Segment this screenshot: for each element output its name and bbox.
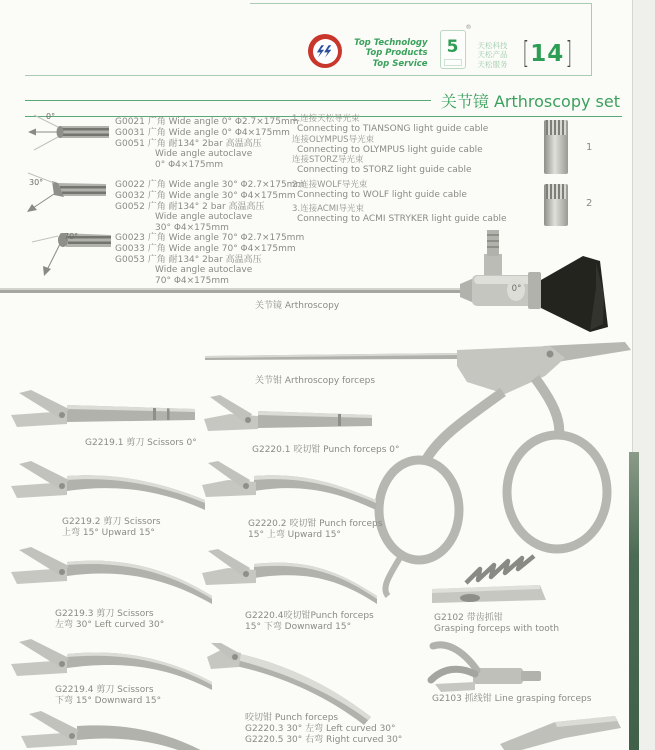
caption-line: 左弯 30° Left curved 30° — [55, 620, 165, 630]
light-guide-cn: 3.连接ACMI导光束 — [292, 204, 365, 214]
spec-line: G0051 广角 耐134° 2bar 高温高压 — [115, 138, 262, 149]
caption-line: G2220.3 30° 左弯 Left curved 30° — [245, 724, 396, 734]
light-guide-cn: 2.连接WOLF导光束 — [292, 179, 368, 190]
slogan-line: Top Products — [365, 48, 428, 58]
caption-line: G2102 带齿抓钳 — [434, 613, 503, 623]
light-guide-adapter-2 — [544, 184, 568, 226]
adapter-number-1: 1 — [586, 142, 593, 153]
badge-number: 5 — [446, 36, 459, 57]
caption-line: 下弯 15° Downward 15° — [55, 696, 162, 706]
spec-line: Wide angle autoclave — [155, 212, 253, 223]
registered-mark: ® — [465, 24, 472, 31]
grasper-partial-figure — [495, 714, 630, 750]
caption-line: G2219.3 剪刀 Scissors — [55, 609, 154, 619]
caption-line: Grasping forceps with tooth — [434, 624, 560, 634]
page-title: 关节镜 Arthroscopy set — [440, 91, 620, 111]
caption-line: 上弯 15° Upward 15° — [62, 528, 155, 538]
spec-line: 0° Φ4×175mm — [155, 160, 224, 171]
spec-line: 70° Φ4×175mm — [155, 276, 229, 287]
spec-line: G0052 广角 耐134° 2 bar 高温高压 — [115, 201, 265, 212]
spec-line: G0053 广角 耐134° 2bar 高温高压 — [115, 254, 262, 265]
header-box — [250, 3, 592, 76]
caption-line: G2219.4 剪刀 Scissors — [55, 685, 154, 695]
scope-spec-block-1 — [115, 180, 304, 234]
scissors-0deg-figure — [5, 388, 200, 438]
slogan — [354, 38, 427, 70]
spec-line: G0022 广角 Wide angle 30° Φ2.7×175mm — [115, 180, 305, 190]
spec-line: G0021 广角 Wide angle 0° Φ2.7×175mm — [115, 117, 299, 127]
double-lightning-icon — [316, 44, 334, 59]
arthroscope-figure — [0, 228, 620, 338]
caption-line: 15° 上弯 Upward 15° — [248, 530, 341, 540]
badge-cn-line: 天松服务 — [477, 59, 508, 69]
badge-cn-line: 天松产品 — [477, 50, 508, 59]
punch-down15-figure — [198, 548, 380, 610]
page-number-value: 14 — [530, 41, 565, 67]
caption-line-grasper — [432, 694, 591, 705]
caption-scissors-3 — [55, 609, 164, 631]
light-guide-list — [292, 114, 532, 225]
spec-line: Wide angle autoclave — [155, 149, 253, 160]
company-logo — [308, 34, 342, 68]
light-guide-en: Connecting to STORZ light guide cable — [297, 165, 472, 175]
line-grasper-figure — [425, 638, 555, 698]
scissors-partial-figure — [15, 710, 225, 750]
light-guide-en: Connecting to ACMI STRYKER light guide cable — [297, 214, 507, 224]
light-guide-adapter-1 — [544, 120, 568, 174]
header-rule — [25, 75, 251, 76]
caption-line: G2220.5 30° 右弯 Right curved 30° — [245, 735, 403, 745]
spec-line: G0023 广角 Wide angle 70° Φ2.7×175mm — [115, 233, 305, 243]
scope-angle-mark: 0° — [511, 284, 522, 294]
spec-line: G0031 广角 Wide angle 0° Φ4×175mm — [115, 127, 290, 138]
spec-line: G0032 广角 Wide angle 30° Φ4×175mm — [115, 190, 296, 201]
caption-scissors-1 — [85, 438, 197, 449]
spec-line: G0033 广角 Wide angle 70° Φ4×175mm — [115, 243, 296, 254]
caption-grasper-tooth — [434, 613, 559, 635]
scissors-left30-figure — [5, 546, 215, 608]
caption-line: 咬切钳 Punch forceps — [245, 713, 339, 723]
page-number — [520, 36, 575, 71]
caption-punch-2 — [248, 519, 382, 541]
scope-0deg-diagram — [24, 110, 110, 156]
light-guide-en: Connecting to WOLF light guide cable — [297, 189, 467, 200]
angle-label-30: 30° — [29, 178, 44, 187]
caption-line: G2103 抓线钳 Line grasping forceps — [432, 694, 592, 704]
light-guide-en: Connecting to OLYMPUS light guide cable — [297, 144, 483, 155]
caption-line: 15° 下弯 Downward 15° — [245, 622, 352, 632]
caption-line: G2220.1 咬切钳 Punch forceps 0° — [252, 445, 400, 455]
caption-punch-1 — [252, 445, 400, 456]
caption-line: G2220.4咬切钳Punch forceps — [245, 611, 374, 621]
caption-scissors-2 — [62, 517, 161, 539]
spec-line: 30° Φ4×175mm — [155, 223, 229, 234]
light-guide-cn: 连接OLYMPUS导光束 — [292, 134, 375, 145]
light-guide-cn: 1.连接天松导光束 — [292, 114, 360, 124]
badge-cn-text — [478, 41, 508, 70]
badge-cn-line: 天松科技 — [477, 40, 508, 50]
slogan-line: Top Technology — [354, 37, 428, 48]
title-rule-left — [25, 100, 431, 101]
slogan-line: Top Service — [372, 58, 428, 69]
caption-line: G2220.2 咬切钳 Punch forceps — [248, 519, 383, 529]
arthroscope-caption: 关节镜 Arthroscopy — [255, 301, 340, 311]
bracket-left: [ — [522, 36, 529, 71]
punch-0deg-figure — [200, 393, 375, 443]
punch-up15-figure — [198, 458, 380, 520]
section-title-row — [25, 88, 620, 112]
caption-line: G2219.2 剪刀 Scissors — [62, 517, 161, 527]
logo-inner-circle — [313, 39, 338, 64]
adapter-number-2: 2 — [586, 198, 593, 209]
spec-line: Wide angle autoclave — [155, 265, 253, 276]
five-star-badge — [440, 24, 472, 69]
angle-label-70: 70° — [64, 232, 79, 241]
grasper-with-tooth-figure — [428, 553, 578, 611]
scope-spec-block-0 — [115, 117, 298, 171]
caption-punch-3 — [245, 611, 374, 633]
scissors-up15-figure — [5, 458, 210, 520]
light-guide-cn: 连接STORZ导光束 — [292, 155, 364, 165]
angle-label-0: 0° — [46, 112, 56, 121]
bracket-right: ] — [565, 36, 573, 71]
light-guide-en: Connecting to TIANSONG light guide cable — [297, 124, 489, 134]
forceps-section-caption: 关节钳 Arthroscopy forceps — [255, 376, 376, 386]
caption-line: G2219.1 剪刀 Scissors 0° — [85, 438, 197, 448]
caption-punch-4 — [245, 713, 402, 746]
caption-scissors-4 — [55, 685, 161, 707]
